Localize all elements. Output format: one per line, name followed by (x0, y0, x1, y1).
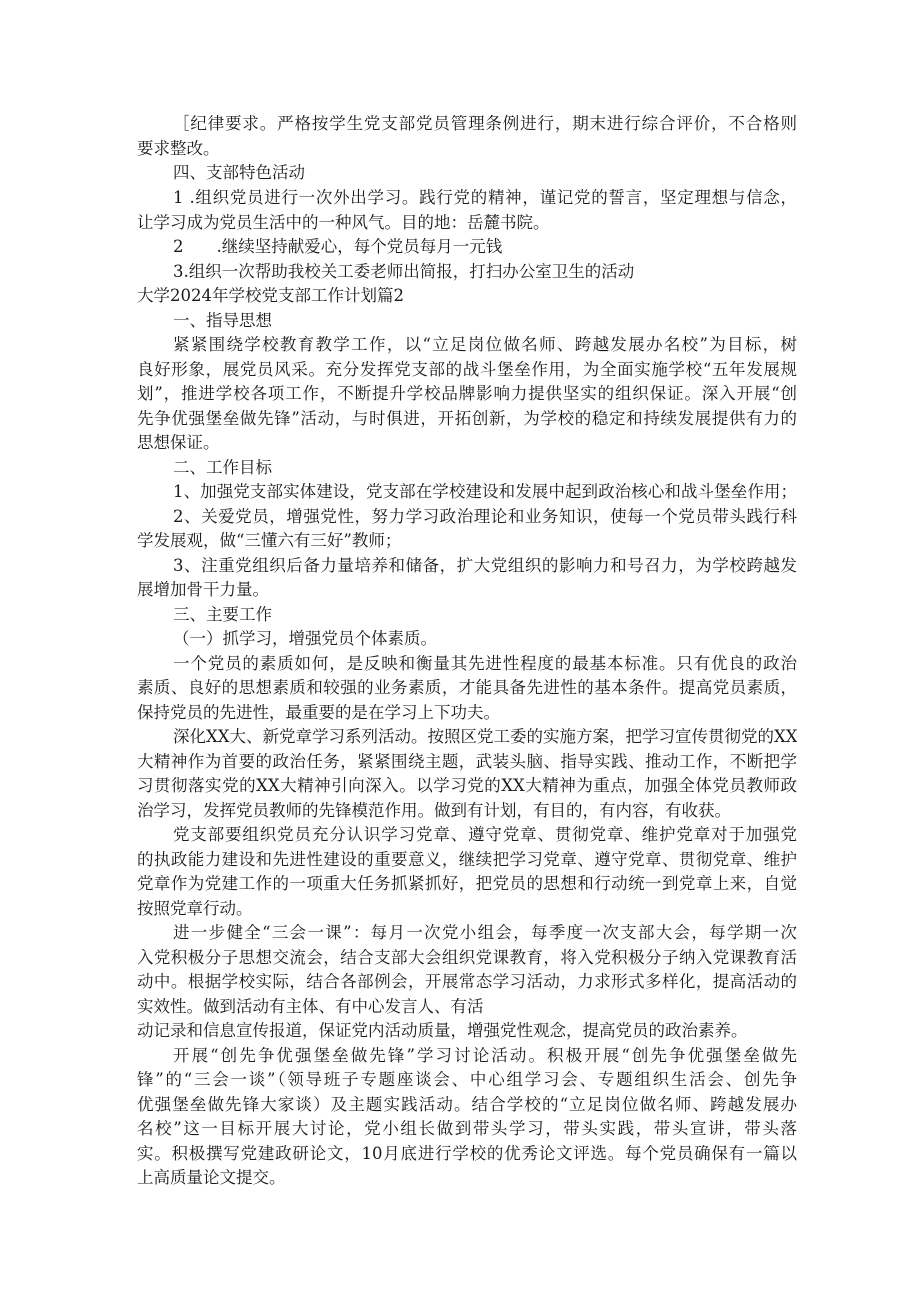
section-heading: 三、主要工作 (173, 605, 272, 624)
section-heading: 二、工作目标 (173, 458, 272, 477)
paragraph-line: 1 .组织党员进行一次外出学习。践行党的精神，谨记党的誓言，坚定理想与信念， (173, 188, 797, 207)
paragraph-line: 紧紧围绕学校教育教学工作，以“立足岗位做名师、跨越发展办名校”为目标，树 (173, 335, 797, 354)
paragraph-line: 让学习成为党员生活中的一种风气。目的地：岳麓书院。 (137, 213, 550, 232)
paragraph-line: 2、关爱党员，增强党性，努力学习政治理论和业务知识，使每一个党员带头践行科 (173, 507, 797, 526)
paragraph-line: 动中。根据学校实际，结合各部例会，开展常态学习活动，力求形式多样化，提高活动的 (137, 972, 797, 991)
paragraph-line: 划”，推进学校各项工作，不断提升学校品牌影响力提供坚实的组织保证。深入开展“创 (137, 384, 797, 403)
paragraph-line: 一个党员的素质如何，是反映和衡量其先进性程度的最基本标准。只有优良的政治 (173, 654, 797, 673)
paragraph-line: 进一步健全“三会一课”：每月一次党小组会，每季度一次支部大会，每学期一次 (173, 923, 797, 942)
paragraph-line: 实效性。做到活动有主体、有中心发言人、有活 (137, 997, 484, 1016)
paragraph-line: 学发展观，做“三懂六有三好”教师； (137, 531, 402, 550)
paragraph-line: 党支部要组织党员充分认识学习党章、遵守党章、贯彻党章、维护党章对于加强党 (173, 825, 797, 844)
paragraph-line: 2 .继续坚持献爱心，每个党员每月一元钱 (173, 237, 503, 256)
paragraph-line: 1、加强党支部实体建设，党支部在学校建设和发展中起到政治核心和战斗堡垒作用； (173, 482, 797, 501)
paragraph-line: 良好形象，展党员风采。充分发挥党支部的战斗堡垒作用，为全面实施学校“五年发展规 (137, 360, 797, 379)
paragraph-line: 动记录和信息宣传报道，保证党内活动质量，增强党性观念，提高党员的政治素养。 (137, 1021, 748, 1040)
subsection-heading: （一）抓学习，增强党员个体素质。 (173, 629, 437, 648)
paragraph-line: 入党积极分子思想交流会，结合支部大会组织党课教育，将入党积极分子纳入党课教育活 (137, 948, 797, 967)
paragraph-line: 先争优强堡垒做先锋”活动，与时俱进，开拓创新，为学校的稳定和持续发展提供有力的 (137, 409, 797, 428)
paragraph-line: 按照党章行动。 (137, 899, 253, 918)
paragraph-line: 3、注重党组织后备力量培养和储备，扩大党组织的影响力和号召力，为学校跨越发 (173, 556, 797, 575)
paragraph-line: 名校”这一目标开展大讨论，党小组长做到带头学习，带头实践，带头宣讲，带头落 (137, 1119, 797, 1138)
paragraph-line: 习贯彻落实党的XX大精神引向深入。以学习党的XX大精神为重点，加强全体党员教师政 (137, 776, 797, 795)
paragraph-line: 上高质量论文提交。 (137, 1168, 286, 1187)
paragraph-line: 锋”的“三会一谈”（领导班子专题座谈会、中心组学习会、专题组织生活会、创先争 (137, 1070, 797, 1089)
paragraph-line: 保持党员的先进性，最重要的是在学习上下功夫。 (137, 703, 500, 722)
paragraph-line: 思想保证。 (137, 433, 220, 452)
paragraph-line: 的执政能力建设和先进性建设的重要意义，继续把学习党章、遵守党章、贯彻党章、维护 (137, 850, 797, 869)
paragraph-line: 党章作为党建工作的一项重大任务抓紧抓好，把党员的思想和行动统一到党章上来，自觉 (137, 874, 797, 893)
paragraph-line: 要求整改。 (137, 139, 220, 158)
paragraph-line: 大精神作为首要的政治任务，紧紧围绕主题，武装头脑、指导实践、推动工作，不断把学 (137, 752, 797, 771)
paragraph-line: 展增加骨干力量。 (137, 580, 269, 599)
paragraph-line: ［纪律要求。严格按学生党支部党员管理条例进行，期末进行综合评价，不合格则 (173, 114, 797, 133)
paragraph-line: 开展“创先争优强堡垒做先锋”学习讨论活动。积极开展“创先争优强堡垒做先 (173, 1046, 797, 1065)
paragraph-line: 治学习，发挥党员教师的先锋模范作用。做到有计划，有目的，有内容，有收获。 (137, 801, 731, 820)
section-heading: 四、支部特色活动 (173, 163, 305, 182)
paragraph-line: 优强堡垒做先锋大家谈）及主题实践活动。结合学校的“立足岗位做名师、跨越发展办 (137, 1095, 797, 1114)
paragraph-line: 实。积极撰写党建政研论文，10月底进行学校的优秀论文评选。每个党员确保有一篇以 (137, 1144, 797, 1163)
section-heading: 一、指导思想 (173, 311, 272, 330)
paragraph-line: 深化XX大、新党章学习系列活动。按照区党工委的实施方案，把学习宣传贯彻党的XX (173, 727, 797, 746)
paragraph-line: 素质、良好的思想素质和较强的业务素质，才能具备先进性的基本条件。提高党员素质， (137, 678, 797, 697)
paragraph-line: 3.组织一次帮助我校关工委老师出简报，打扫办公室卫生的活动 (173, 262, 635, 281)
document-title: 大学2024年学校党支部工作计划篇2 (137, 286, 404, 305)
